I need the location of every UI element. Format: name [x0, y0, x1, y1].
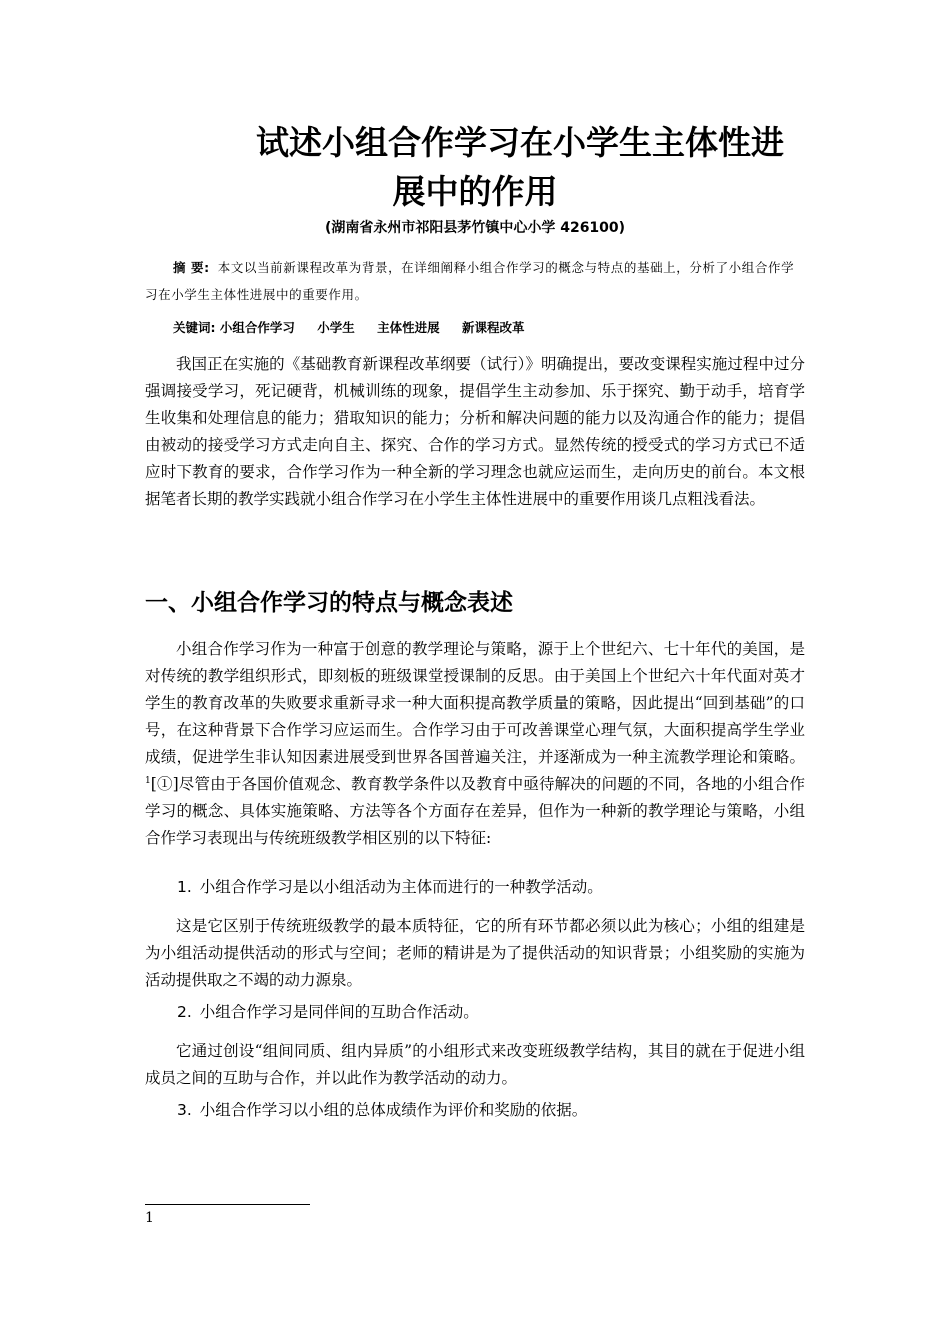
abstract-label: 摘 要:	[173, 260, 210, 275]
keyword: 小组合作学习	[219, 320, 295, 335]
footnote-divider	[145, 1204, 310, 1205]
keywords	[173, 316, 813, 340]
item-text: 小组合作学习是同伴间的互助合作活动。	[199, 1003, 479, 1021]
feature-explanation	[145, 913, 805, 994]
feature-item	[177, 1097, 805, 1124]
keywords-label: 关键词:	[173, 320, 216, 335]
feature-item	[177, 999, 805, 1026]
feature-item	[177, 874, 805, 901]
item-number: 3.	[177, 1101, 192, 1119]
section1-paragraph	[145, 636, 805, 852]
paragraph-text: 小组合作学习作为一种富于创意的教学理论与策略，源于上个世纪六、七十年代的美国，是对传统的教学组织形式，即刻板的班级课堂授课制的反思。由于美国上个世纪六十年代面对英才学生的教育改革的失败要求重新寻求一种大面积提高教学质量的策略，因此提出“回到基础”的口号，在这种背景下合作学习应运而生。合作学习由于可改善课堂心理气氛，大面积提高学生学业成绩，促进学生非认知因素进展受到世界各国普遍关注，并逐渐成为一种主流教学理论和策略。	[145, 640, 805, 766]
keyword: 小学生	[317, 320, 355, 335]
paragraph: 它通过创设“组间同质、组内异质”的小组形式来改变班级教学结构，其目的就在于促进小组成员之间的互助与合作，并以此作为教学活动的动力。	[145, 1042, 805, 1087]
paragraph	[145, 636, 805, 852]
abstract-text: 本文以当前新课程改革为背景，在详细阐释小组合作学习的概念与特点的基础上，分析了小组合作学习在小学生主体性进展中的重要作用。	[145, 260, 795, 302]
item-number: 1.	[177, 878, 192, 896]
author-affiliation: (湖南省永州市祁阳县茅竹镇中心小学 426100)	[324, 220, 626, 236]
title-line-1: 试述小组合作学习在小学生主体性进	[256, 123, 784, 162]
title-line-2: 展中的作用	[392, 172, 558, 211]
item-text: 小组合作学习是以小组活动为主体而进行的一种教学活动。	[199, 878, 603, 896]
paragraph: 这是它区别于传统班级教学的最本质特征，它的所有环节都必须以此为核心；小组的组建是为小组活动提供活动的形式与空间；老师的精讲是为了提供活动的知识背景；小组奖励的实施为活动提供取之不竭的动力源泉。	[145, 917, 805, 989]
keyword: 新课程改革	[461, 320, 525, 335]
intro-section	[145, 351, 805, 513]
intro-paragraph: 我国正在实施的《基础教育新课程改革纲要（试行）》明确提出，要改变课程实施过程中过分强调接受学习，死记硬背，机械训练的现象，提倡学生主动参加、乐于探究、勤于动手，培育学生收集和处理信息的能力；猎取知识的能力；分析和解决问题的能力以及沟通合作的能力；提倡由被动的接受学习方式走向自主、探究、合作的学习方式。显然传统的授受式的学习方式已不适应时下教育的要求，合作学习作为一种全新的学习理念也就应运而生，走向历史的前台。本文根据笔者长期的教学实践就小组合作学习在小学生主体性进展中的重要作用谈几点粗浅看法。	[145, 355, 805, 508]
paragraph-text-cont: [①]尽管由于各国价值观念、教育教学条件以及教育中亟待解决的问题的不同，各地的小组合作学习的概念、具体实施策略、方法等各个方面存在差异，但作为一种新的教学理论与策略，小组合作学习表现出与传统班级教学相区别的以下特征:	[145, 775, 805, 847]
feature-explanation	[145, 1038, 805, 1092]
abstract	[145, 254, 805, 308]
footnote-reference[interactable]: 1	[145, 775, 151, 786]
keyword: 主体性进展	[377, 320, 440, 335]
footnote-number: 1	[145, 1210, 154, 1226]
section-heading: 一、小组合作学习的特点与概念表述	[145, 590, 513, 616]
item-number: 2.	[177, 1003, 192, 1021]
item-text: 小组合作学习以小组的总体成绩作为评价和奖励的依据。	[199, 1101, 588, 1119]
